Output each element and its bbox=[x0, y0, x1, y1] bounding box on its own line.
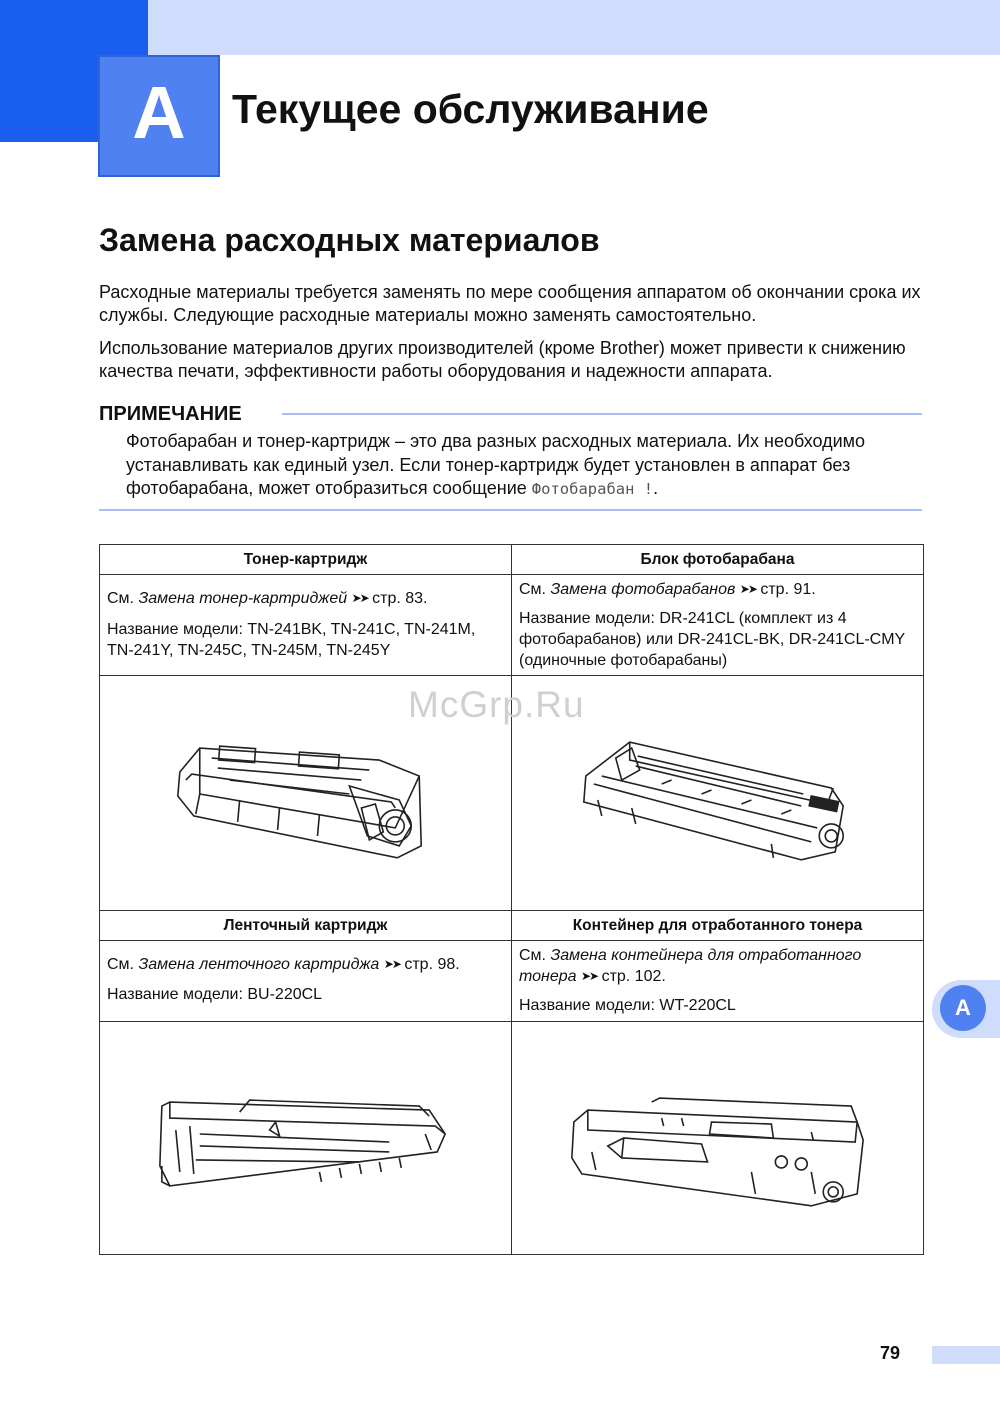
toner-info-cell bbox=[100, 575, 512, 676]
drum-model: Название модели: DR-241CL (комплект из 4 фотобарабанов) или DR-241CL-BK, DR-241CL-CMY (одиночные фотобарабаны) bbox=[519, 610, 905, 669]
belt-ref bbox=[107, 954, 504, 975]
double-arrow-icon: ➤➤ bbox=[351, 591, 368, 605]
note-text bbox=[126, 430, 926, 502]
header-band bbox=[0, 0, 1000, 55]
toner-ref-page: стр. 83. bbox=[372, 590, 428, 607]
see-label: См. bbox=[107, 956, 134, 973]
belt-header: Ленточный картридж bbox=[100, 911, 512, 941]
belt-unit-illustration bbox=[100, 1022, 511, 1254]
table-info-row-2 bbox=[100, 941, 924, 1022]
belt-image-cell bbox=[100, 1022, 512, 1255]
double-arrow-icon: ➤➤ bbox=[581, 969, 598, 983]
side-tab-badge bbox=[940, 985, 986, 1031]
toner-header: Тонер-картридж bbox=[100, 545, 512, 575]
drum-ref-page: стр. 91. bbox=[760, 581, 816, 598]
belt-ref-page: стр. 98. bbox=[404, 956, 460, 973]
note-rule-top bbox=[282, 413, 922, 415]
toner-model: Название модели: TN-241BK, TN-241C, TN-241M, TN-241Y, TN-245C, TN-245M, TN-245Y bbox=[107, 621, 476, 659]
supplies-table bbox=[99, 544, 924, 1255]
page-number-tab bbox=[932, 1346, 1000, 1364]
table-header-row-2 bbox=[100, 911, 924, 941]
note-heading: ПРИМЕЧАНИЕ bbox=[99, 403, 242, 425]
belt-info-cell bbox=[100, 941, 512, 1022]
drum-ref-link[interactable]: Замена фотобарабанов bbox=[550, 581, 736, 598]
drum-header: Блок фотобарабана bbox=[512, 545, 924, 575]
waste-info-cell bbox=[512, 941, 924, 1022]
table-image-row-2 bbox=[100, 1022, 924, 1255]
double-arrow-icon: ➤➤ bbox=[383, 957, 400, 971]
watermark: McGrp.Ru bbox=[408, 684, 585, 725]
waste-model: Название модели: WT-220CL bbox=[519, 997, 736, 1014]
side-tab-letter: A bbox=[955, 995, 971, 1020]
chapter-letter-box bbox=[98, 55, 220, 177]
see-label: См. bbox=[519, 581, 546, 598]
belt-model: Название модели: BU-220CL bbox=[107, 986, 323, 1003]
chapter-letter: A bbox=[132, 71, 186, 154]
warning-paragraph: Использование материалов других производителей (кроме Brother) может привести к снижению качества печати, эффективности работы оборудования и надежности аппарата. bbox=[99, 338, 906, 381]
toner-ref-link[interactable]: Замена тонер-картриджей bbox=[138, 590, 348, 607]
see-label: См. bbox=[519, 947, 546, 964]
page-number: 79 bbox=[880, 1343, 901, 1363]
table-header-row bbox=[100, 545, 924, 575]
waste-ref-page: стр. 102. bbox=[601, 968, 666, 985]
note-rule-bottom bbox=[99, 509, 922, 511]
chapter-title: Текущее обслуживание bbox=[232, 86, 709, 132]
note-end: . bbox=[653, 478, 659, 498]
note-message: Фотобарабан ! bbox=[531, 480, 654, 498]
belt-ref-link[interactable]: Замена ленточного картриджа bbox=[138, 956, 380, 973]
waste-header: Контейнер для отработанного тонера bbox=[512, 911, 924, 941]
intro-paragraph: Расходные материалы требуется заменять по мере сообщения аппаратом об окончании срока их службы. Следующие расходные материалы можно заменять самостоятельно. bbox=[99, 282, 921, 325]
waste-ref-link[interactable]: Замена контейнера для отработанного тонера bbox=[519, 947, 862, 985]
section-title: Замена расходных материалов bbox=[99, 222, 600, 258]
drum-info-cell bbox=[512, 575, 924, 676]
drum-ref bbox=[519, 579, 916, 600]
toner-ref bbox=[107, 588, 504, 609]
waste-image-cell bbox=[512, 1022, 924, 1255]
note-body-text: Фотобарабан и тонер-картридж – это два разных расходных материала. Их необходимо устанавливать как единый узел. Если тонер-картридж будет установлен в аппарат без фотобарабана, может отобразиться сообщение bbox=[126, 431, 866, 498]
waste-container-illustration bbox=[512, 1022, 923, 1254]
table-info-row bbox=[100, 575, 924, 676]
waste-ref bbox=[519, 945, 916, 987]
see-label: См. bbox=[107, 590, 134, 607]
double-arrow-icon: ➤➤ bbox=[739, 582, 756, 596]
